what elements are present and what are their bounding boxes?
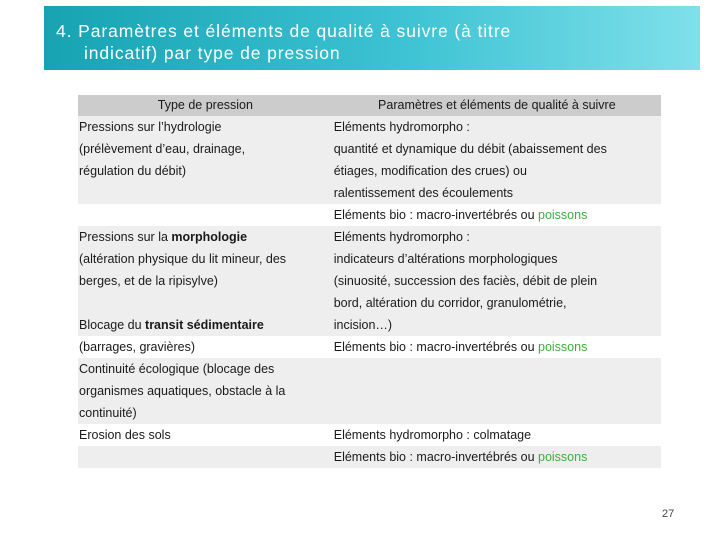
transit-prefix: Blocage du bbox=[79, 318, 146, 332]
cell-line: Pressions sur l’hydrologie bbox=[79, 120, 222, 134]
cell-line: Eléments hydromorpho : bbox=[333, 120, 470, 134]
cell-empty bbox=[78, 446, 333, 468]
bio-highlight: poissons bbox=[538, 208, 588, 222]
cell-line bbox=[79, 292, 332, 314]
cell-line: (sinuosité, succession des faciès, débit de plein bbox=[333, 274, 598, 288]
cell-line: quantité et dynamique du débit (abaissement des bbox=[333, 142, 607, 156]
cell-line: régulation du débit) bbox=[79, 164, 187, 178]
cell-line: (prélèvement d’eau, drainage, bbox=[79, 142, 246, 156]
cell-line: (altération physique du lit mineur, des bbox=[79, 252, 287, 266]
page-number: 27 bbox=[662, 508, 675, 520]
cell-pression-erosion: Erosion des sols bbox=[78, 424, 333, 446]
cell-parametres-erosion bbox=[333, 424, 661, 446]
cell-pression-morphologie bbox=[78, 226, 333, 336]
header-type-de-pression: Type de pression bbox=[78, 95, 333, 116]
slide-title-line-1: 4. Paramètres et éléments de qualité à suivre (à titre bbox=[56, 21, 512, 41]
bio-highlight: poissons bbox=[538, 450, 588, 464]
header-parametres: Paramètres et éléments de qualité à suivre bbox=[333, 95, 661, 116]
cell-line: organismes aquatiques, obstacle à la bbox=[79, 384, 286, 398]
bio-label: Eléments bio bbox=[333, 340, 406, 354]
transit-bold: transit sédimentaire bbox=[145, 318, 264, 332]
cell-line: Eléments hydromorpho : bbox=[333, 230, 470, 244]
cell-bio-morphologie bbox=[333, 336, 661, 358]
table-row bbox=[78, 336, 661, 358]
table-header-row bbox=[78, 95, 661, 116]
slide-title-line-2: indicatif) par type de pression bbox=[84, 43, 341, 63]
cell-empty bbox=[78, 204, 333, 226]
cell-line: ralentissement des écoulements bbox=[333, 186, 513, 200]
cell-line: (barrages, gravières) bbox=[79, 340, 196, 354]
cell-line: Continuité écologique (blocage des bbox=[79, 362, 275, 376]
bio-label: Eléments bio bbox=[333, 208, 406, 222]
cell-bio-hydrologie bbox=[333, 204, 661, 226]
table-row bbox=[78, 358, 661, 424]
cell-continuite-cont bbox=[78, 358, 333, 424]
bio-label: Eléments bio bbox=[333, 450, 406, 464]
cell-parametres-morphologie bbox=[333, 226, 661, 336]
table-row bbox=[78, 424, 661, 446]
cell-line: bord, altération du corridor, granulométrie, bbox=[333, 296, 567, 310]
bio-highlight: poissons bbox=[538, 340, 588, 354]
cell-line bbox=[79, 226, 332, 248]
cell-line: indicateurs d’altérations morphologiques bbox=[333, 252, 558, 266]
bio-text: : macro-invertébrés ou bbox=[406, 340, 538, 354]
cell-line: continuité) bbox=[79, 406, 137, 420]
cell-line: étiages, modification des crues) ou bbox=[333, 164, 527, 178]
bio-text: : macro-invertébrés ou bbox=[406, 208, 538, 222]
table-row bbox=[78, 204, 661, 226]
cell-line: Eléments hydromorpho : colmatage bbox=[333, 428, 532, 442]
cell-parametres-hydrologie bbox=[333, 116, 661, 204]
cell-empty bbox=[333, 358, 661, 424]
bio-text: : macro-invertébrés ou bbox=[406, 450, 538, 464]
slide-title bbox=[56, 20, 686, 64]
table-row bbox=[78, 226, 661, 336]
cell-continuite bbox=[78, 336, 333, 358]
cell-line: berges, et de la ripisylve) bbox=[79, 274, 218, 288]
pressure-parameters-table bbox=[78, 95, 661, 468]
table-row bbox=[78, 116, 661, 204]
cell-bio-erosion bbox=[333, 446, 661, 468]
morpho-prefix: Pressions sur la bbox=[79, 230, 172, 244]
cell-line: incision…) bbox=[333, 318, 393, 332]
table-row bbox=[78, 446, 661, 468]
morpho-bold: morphologie bbox=[171, 230, 248, 244]
cell-pression-hydrologie bbox=[78, 116, 333, 204]
title-bar bbox=[44, 6, 700, 70]
cell-line bbox=[79, 314, 332, 336]
